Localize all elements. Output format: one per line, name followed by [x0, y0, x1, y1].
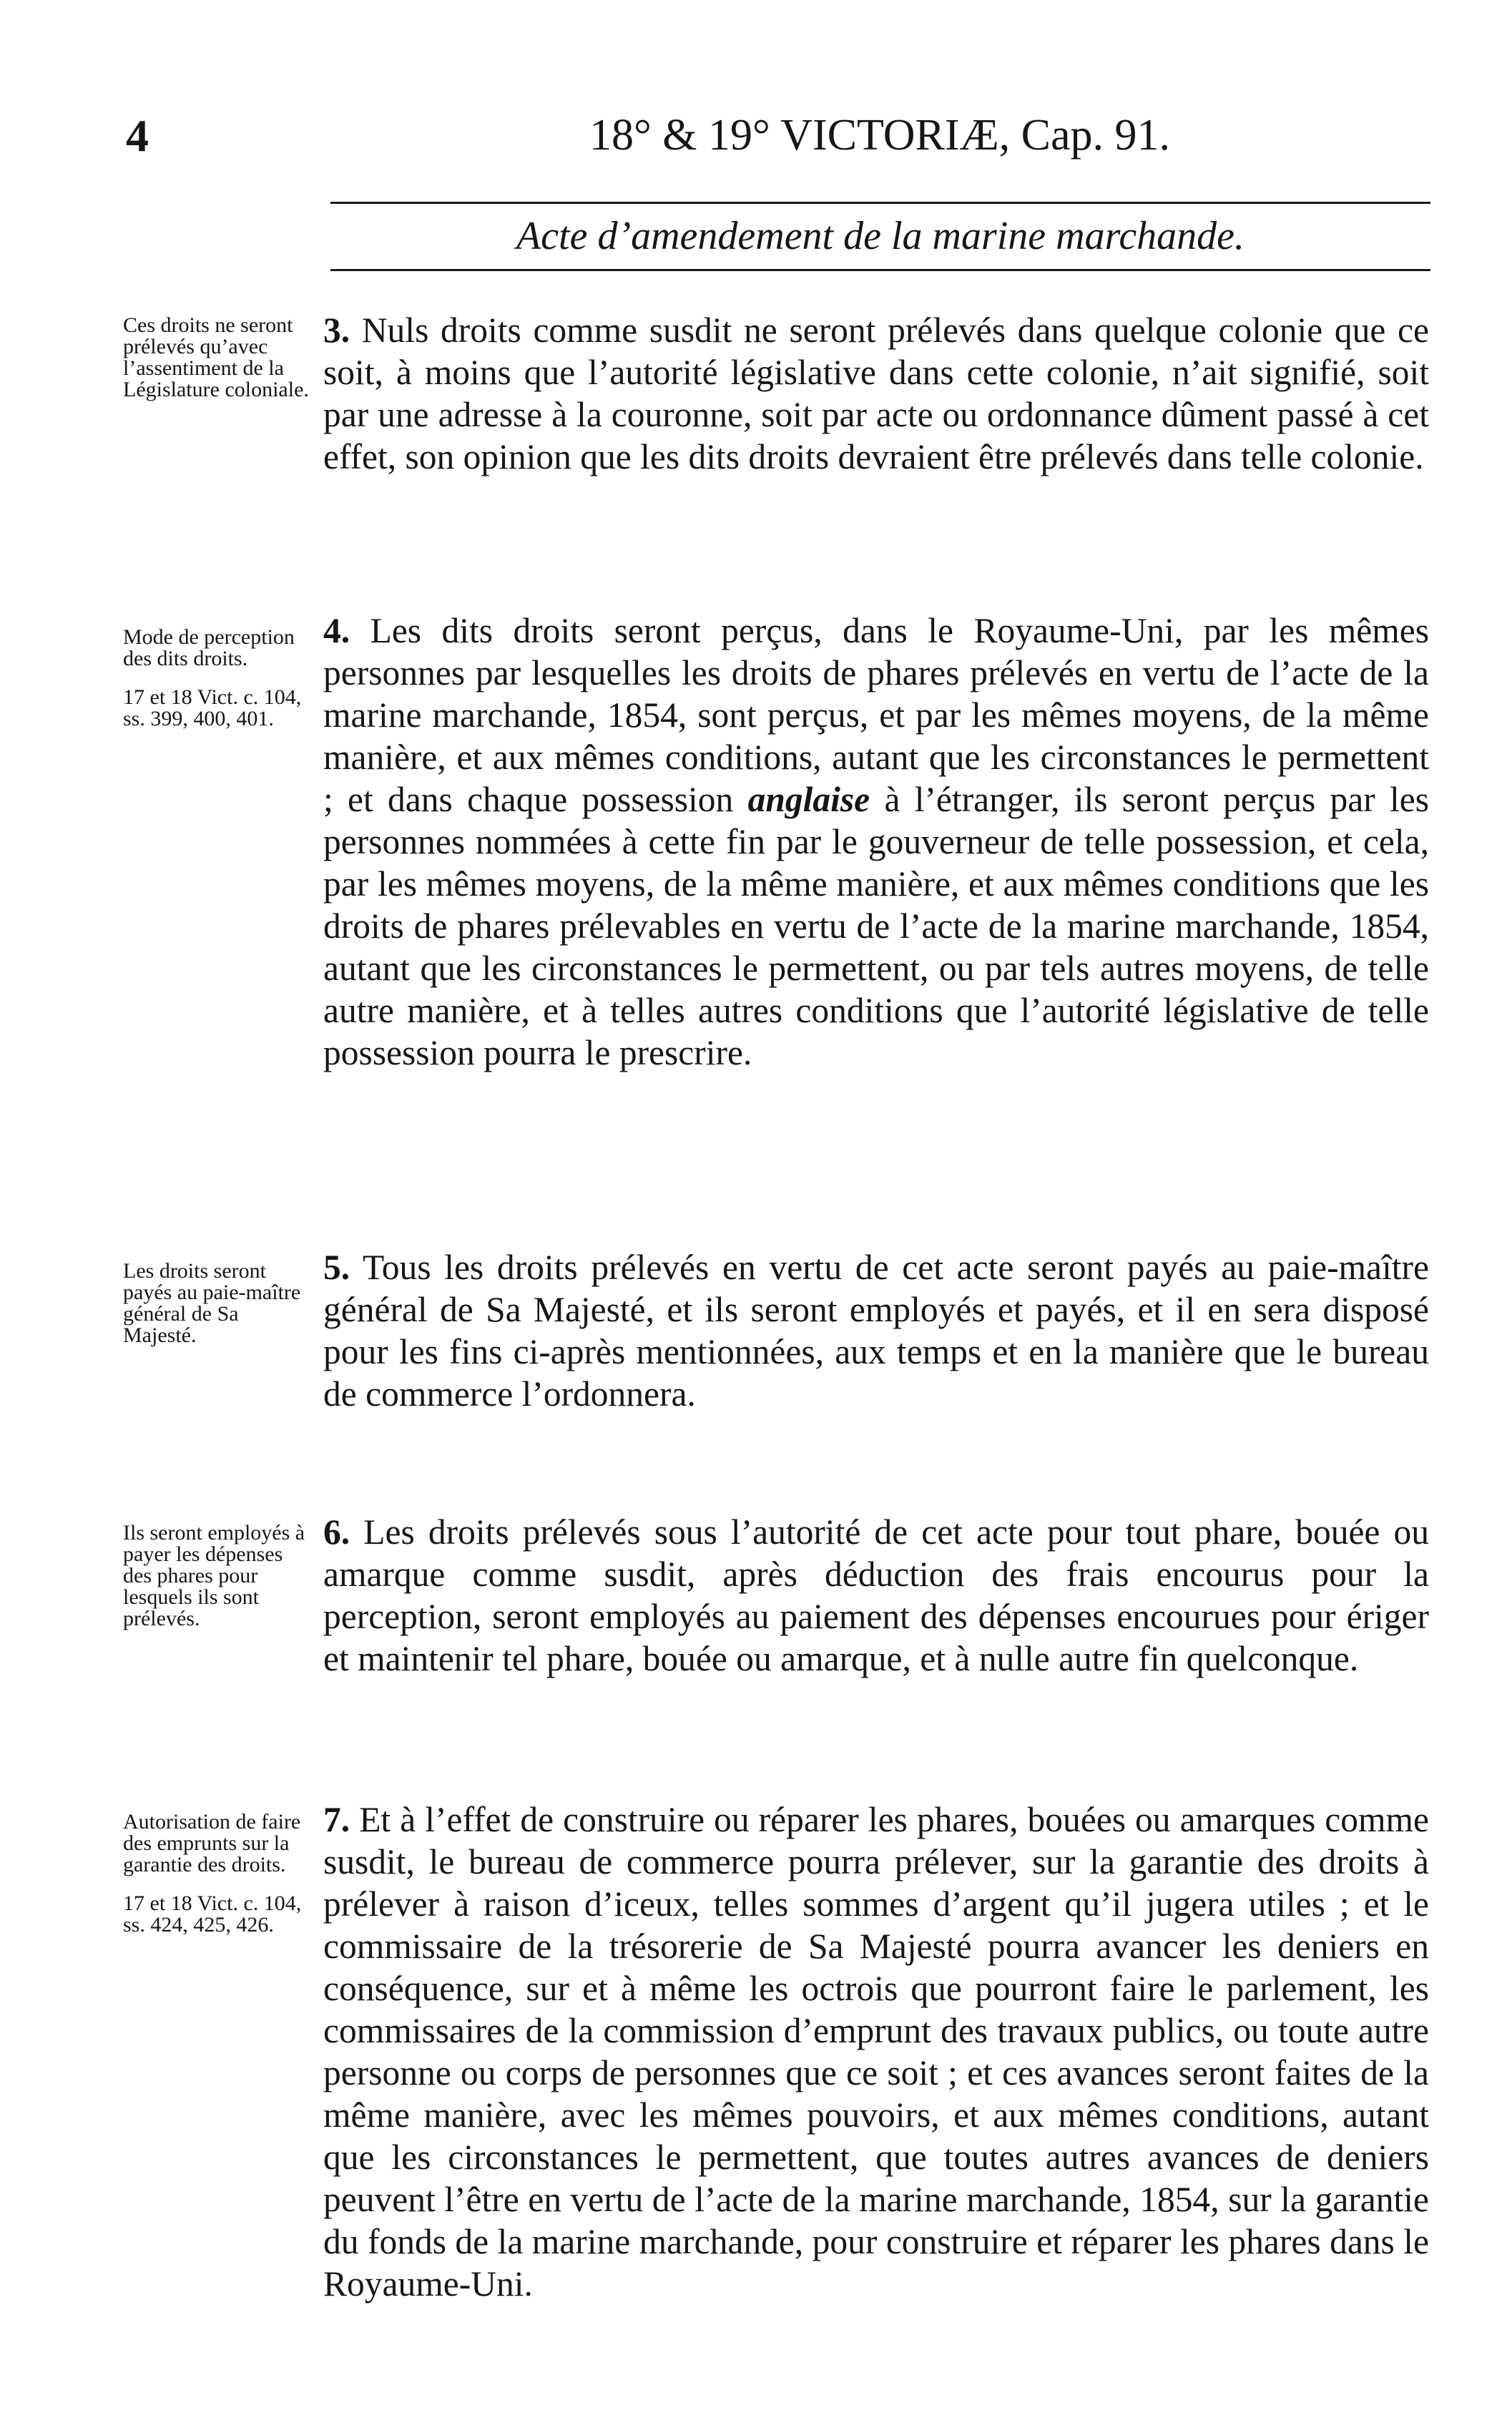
margin-note-section-5 [123, 1261, 316, 1346]
margin-note-reference: 17 et 18 Vict. c. 104, ss. 399, 400, 401. [123, 685, 302, 730]
emphasized-word: anglaise [747, 780, 870, 819]
margin-note-text: Les droits seront payés au paie-maître général de Sa Majesté. [123, 1259, 301, 1347]
section-text: Les dits droits seront perçus, dans le Royaume-Uni, par les mêmes personnes par lesquelles les droits de phares prélevés en vertu de l’acte de la marine marchande, 1854, sont perçus, et par les mêmes moyens, de la même manière, et aux mêmes conditions, autant que les circonstances le permettent ; et dans chaque possession [323, 611, 1430, 819]
margin-note-text: Ils seront employés à payer les dépenses des phares pour lesquels ils sont prélevés. [123, 1521, 305, 1630]
header-rule-bottom [330, 269, 1430, 271]
section-7 [323, 1798, 1429, 2305]
section-number: 7. [323, 1800, 350, 1839]
section-3 [323, 309, 1429, 478]
margin-note-text: Autorisation de faire des emprunts sur la garantie des droits. [123, 1810, 301, 1876]
margin-note-text: Ces droits ne seront prélevés qu’avec l’assentiment de la Législature coloniale. [123, 313, 309, 401]
section-4 [323, 610, 1429, 1074]
section-number: 5. [323, 1248, 350, 1287]
section-number: 6. [323, 1512, 350, 1552]
section-number: 4. [323, 611, 350, 650]
margin-note-section-4 [123, 627, 316, 730]
section-number: 3. [323, 310, 350, 350]
margin-note-section-3 [123, 315, 316, 401]
section-6 [323, 1511, 1429, 1680]
section-text: Les droits prélevés sous l’autorité de cet acte pour tout phare, bouée ou amarque comme susdit, après déduction des frais encourus pour la perception, seront employés au paiement des dépenses encourues pour ériger et maintenir tel phare, bouée ou amarque, et à nulle autre fin quelconque. [323, 1512, 1430, 1678]
running-head: 18° & 19° VICTORIÆ, Cap. 91. [589, 111, 1170, 160]
margin-note-section-6 [123, 1522, 316, 1630]
act-title: Acte d’amendement de la marine marchande. [516, 214, 1245, 258]
margin-note-text: Mode de perception des dits droits. [123, 625, 295, 670]
page-number: 4 [126, 110, 149, 161]
margin-note-section-7 [123, 1811, 316, 1936]
section-text: Nuls droits comme susdit ne seront prélevés dans quelque colonie que ce soit, à moins que l’autorité législative dans cette colonie, n’ait signifié, soit par une adresse à la couronne, soit par acte ou ordonnance dûment passé à cet effet, son opinion que les dits droits devraient être prélevés dans telle colonie. [323, 310, 1429, 476]
section-text-continued: à l’étranger, ils seront perçus par les personnes nommées à cette fin par le gouverneur de telle possession, et cela, par les mêmes moyens, de la même manière, et aux mêmes conditions que les droits de phares prélevables en vertu de l’acte de la marine marchande, 1854, autant que les circonstances le permettent, ou par tels autres moyens, de telle autre manière, et à telles autres conditions que l’autorité législative de telle possession pourra le prescrire. [323, 780, 1430, 1072]
section-text: Et à l’effet de construire ou réparer les phares, bouées ou amarques comme susdit, le bureau de commerce pourra prélever, sur la garantie des droits à prélever à raison d’iceux, telles sommes d’argent qu’il jugera utiles ; et le commissaire de la trésorerie de Sa Majesté pourra avancer les deniers en conséquence, sur et à même les octrois que pourront faire le parlement, les commissaires de la commission d’emprunt des travaux publics, ou toute autre personne ou corps de personnes que ce soit ; et ces avances seront faites de la même manière, avec les mêmes pouvoirs, et aux mêmes conditions, autant que les circonstances le permettent, que toutes autres avances de deniers peuvent l’être en vertu de l’acte de la marine marchande, 1854, sur la garantie du fonds de la marine marchande, pour construire et réparer les phares dans le Royaume-Uni. [323, 1800, 1429, 2304]
header-rule-top [330, 202, 1430, 204]
section-text: Tous les droits prélevés en vertu de cet acte seront payés au paie-maître général de Sa Majesté, et ils seront employés et payés, et il en sera disposé pour les fins ci-après mentionnées, aux temps et en la manière que le bureau de commerce l’ordonnera. [323, 1248, 1429, 1414]
margin-note-reference: 17 et 18 Vict. c. 104, ss. 424, 425, 426. [123, 1891, 302, 1937]
section-5 [323, 1246, 1429, 1415]
